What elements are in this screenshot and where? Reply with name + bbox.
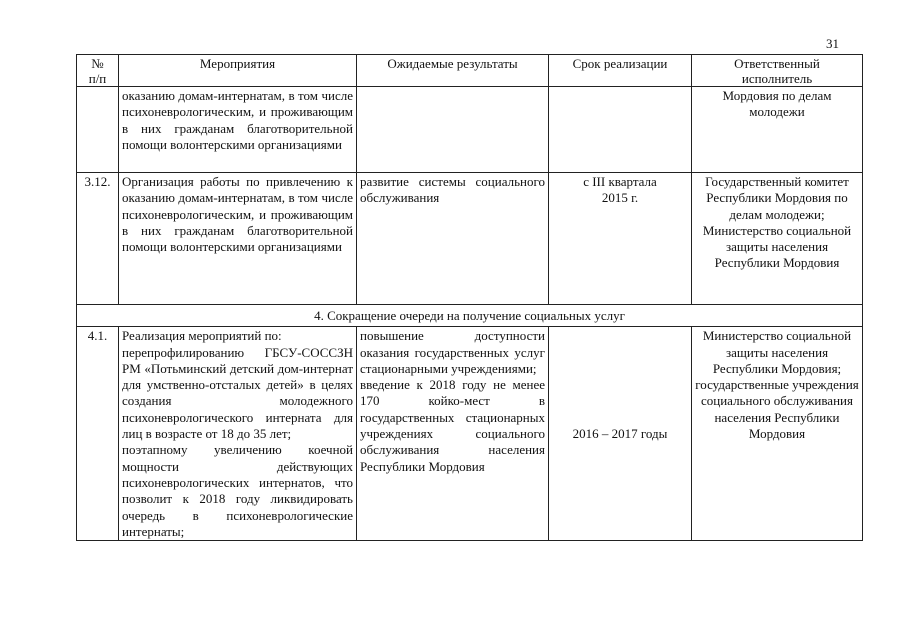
table-header-row xyxy=(77,55,863,87)
header-responsible: Ответственный исполнитель xyxy=(692,55,863,87)
cell-num: 3.12. xyxy=(77,173,119,305)
cell-activity: Реализация мероприятий по: перепрофилированию ГБСУ-СОССЗН РМ «Потьминский детский дом-интернат для умственно-отсталых детей» в целях создания молодежного психоневрологического интерната для лиц в возрасте от 18 до 35 лет; поэтапному увеличению коечной мощности действующих психоневрологических интернатов, что позволит к 2018 году ликвидировать очередь в психоневрологические интернаты; xyxy=(119,327,357,541)
cell-term xyxy=(549,87,692,173)
page-number: 31 xyxy=(826,36,839,51)
cell-num xyxy=(77,87,119,173)
cell-term: с III квартала 2015 г. xyxy=(549,173,692,305)
cell-results: развитие системы социального обслуживания xyxy=(357,173,549,305)
header-term: Срок реализации xyxy=(549,55,692,87)
cell-responsible: Государственный комитет Республики Мордовия по делам молодежи; Министерство социальной защиты населения Республики Мордовия xyxy=(692,173,863,305)
section-row xyxy=(77,305,863,327)
header-results: Ожидаемые результаты xyxy=(357,55,549,87)
cell-num: 4.1. xyxy=(77,327,119,541)
cell-activity: Организация работы по привлечению к оказанию домам-интернатам, в том числе психоневрологическим, и проживающим в них гражданам благотворительной помощи волонтерскими организациями xyxy=(119,173,357,305)
cell-responsible: Мордовия по делам молодежи xyxy=(692,87,863,173)
cell-results: повышение доступности оказания государственных услуг стационарными учреждениями; введение к 2018 году не менее 170 койко-мест в государственных стационарных учреждениях социального обслуживания населения Республики Мордовия xyxy=(357,327,549,541)
measures-table xyxy=(76,54,863,541)
cell-results xyxy=(357,87,549,173)
table-row xyxy=(77,327,863,541)
cell-term: 2016 – 2017 годы xyxy=(549,327,692,541)
header-num: № п/п xyxy=(77,55,119,87)
table-row xyxy=(77,173,863,305)
table-row xyxy=(77,87,863,173)
section-heading: 4. Сокращение очереди на получение социальных услуг xyxy=(77,305,863,327)
cell-activity: оказанию домам-интернатам, в том числе психоневрологическим, и проживающим в них гражданам благотворительной помощи волонтерскими организациями xyxy=(119,87,357,173)
cell-responsible: Министерство социальной защиты населения Республики Мордовия; государственные учреждения социального обслуживания населения Республики Мордовия xyxy=(692,327,863,541)
header-activity: Мероприятия xyxy=(119,55,357,87)
